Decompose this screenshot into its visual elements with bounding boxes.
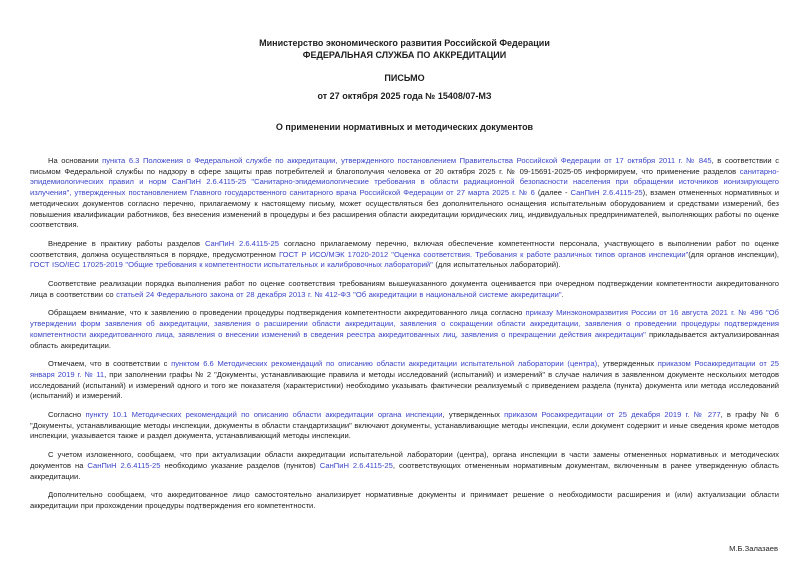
paragraph-text: необходимо указание разделов (пунктов) [160, 460, 320, 470]
paragraph-text: Соответствие реализации порядка выполнения работ по оценке соответствия требованиям вышеуказанного документа оценивается при очередном подтверждении компетентности аккредитованного лица в соответствии со [30, 279, 779, 299]
paragraph [30, 308, 779, 351]
document-header [30, 37, 779, 133]
signatory-name: М.Б.Залазаев [729, 543, 778, 553]
paragraph-text: , утвержденных [597, 359, 658, 369]
paragraph-text: (для испытательных лабораторий). [432, 260, 561, 270]
paragraph-text: (для органов инспекции), [688, 249, 780, 259]
paragraph-text: . [561, 289, 564, 299]
service-name: ФЕДЕРАЛЬНАЯ СЛУЖБА ПО АККРЕДИТАЦИИ [302, 50, 507, 60]
paragraph [30, 279, 779, 300]
paragraph-text: , в графу № 6 "Документы, устанавливающие методы инспекции, документы в области стандартизации" включают документы, устанавливающие методы инспекции, если документ содержит и иные сведения кроме методов инспекции, указывается также и раздел документа, устанавливающий методы инспекции. [30, 410, 779, 441]
paragraph-text: (далее - [534, 188, 571, 198]
paragraph [30, 490, 779, 511]
paragraph-text: Согласно [48, 410, 86, 420]
paragraph [30, 410, 779, 442]
ministry-name: Министерство экономического развития Российской Федерации [259, 38, 550, 48]
paragraph-text: согласно прилагаемому перечню, включая обеспечение компетентности персонала, участвующего в выполнении работ по оценке соответствия, должна осуществляться в порядке, предусмотренном [30, 238, 779, 259]
document-link[interactable]: пункта 6.3 Положения о Федеральной службе по аккредитации, утвержденного постановлением Правительства Российской Федерации от 17 октября 2011 г. № 845 [102, 156, 712, 165]
document-link[interactable]: СанПиН 2.6.4115-25 [87, 460, 161, 470]
document-link[interactable]: СанПиН 2.6.4115-25 [319, 460, 393, 470]
paragraph-text: Отмечаем, что в соответствии с [48, 359, 172, 369]
document-link[interactable]: СанПиН 2.6.4115-25 [204, 238, 279, 248]
document-date-number: от 27 октября 2025 года № 15408/07-МЗ [317, 91, 492, 101]
paragraph-text: , в соответствии с письмом Федеральной службы по надзору в сфере защиты прав потребителей и благополучия человека от 20 октября 2025 г. № 09-15691-2025-05 информируем, что применение разделов [30, 156, 779, 176]
document-link[interactable]: статьей 24 Федерального закона от 28 декабря 2013 г. № 412-ФЗ "Об аккредитации в национальной системе аккредитации" [116, 289, 562, 299]
document-link[interactable]: пункту 10.1 Методических рекомендаций по описанию области аккредитации органа инспекции [85, 410, 443, 420]
paragraph [30, 450, 779, 482]
document-paragraphs [30, 156, 779, 512]
paragraph-text: , при заполнении графы № 2 "Документы, устанавливающие правила и методы исследований (испытаний) и измерений" в случае наличия в заявленном документе нескольких методов исследований (испытаний) и измерений одного и того же показателя (характеристики) необходимо указывать фактически реализуемый с приведением раздела (пункта) документа или метода исследований (испытаний) и измерений. [30, 369, 780, 401]
document-link[interactable]: ГОСТ Р ИСО/МЭК 17020-2012 "Оценка соответствия. Требования к работе различных типов органов инспекции" [278, 249, 689, 259]
paragraph-text: Обращаем внимание, что к заявлению о проведении процедуры подтверждения компетентности аккредитованного лица согласно [48, 308, 526, 318]
document-type: ПИСЬМО [384, 73, 425, 83]
paragraph-text: , утвержденных [442, 410, 505, 420]
paragraph-text: На основании [48, 156, 103, 165]
paragraph [30, 156, 779, 231]
paragraph-text: С учетом изложенного, сообщаем, что при актуализации области аккредитации испытательной лаборатории (центра), органа инспекции в части замены отмененных нормативных и методических документов на [30, 450, 779, 470]
paragraph [30, 239, 779, 271]
document-link[interactable]: СанПиН 2.6.4115-25 [570, 188, 643, 198]
document-link[interactable]: ГОСТ ISO/IEC 17025-2019 "Общие требования к компетентности испытательных и калибровочных лабораторий" [30, 260, 433, 270]
document-link[interactable]: пунктом 6.6 Методических рекомендаций по описанию области аккредитации испытательной лаборатории (центра) [171, 359, 598, 369]
paragraph [30, 359, 779, 402]
document-subject: О применении нормативных и методических документов [275, 122, 534, 132]
document-link[interactable]: приказом Росаккредитации от 25 января 2019 г. № 11 [30, 359, 779, 379]
paragraph-text: , соответствующих отмененным нормативным документам, включенным в ранее утвержденную область аккредитации. [30, 460, 780, 481]
paragraph-text: прикладывается актуализированная область аккредитации. [30, 329, 779, 350]
document-link[interactable]: приказом Росаккредитации от 25 декабря 2019 г. № 277 [504, 410, 721, 420]
document-link[interactable]: приказу Минэкономразвития России от 16 августа 2021 г. № 496 "Об утверждении форм заявления об аккредитации, заявления о расширении области аккредитации, заявления о сокращении области аккредитации, заявления о проведении процедуры подтверждения компетентности аккредитованного лица, заявления о внесении изменений в сведения реестра аккредитованных лиц, заявления о прекращении действия аккредитации" [30, 308, 779, 339]
paragraph-text: Дополнительно сообщаем, что аккредитованное лицо самостоятельно анализирует нормативные документы и принимает решение о необходимости расширения и (или) актуализации области аккредитации при прохождении процедуры подтверждения его компетентности. [30, 490, 779, 510]
paragraph-text: ), взамен отмененных нормативных и методических документов согласно перечню, прилагаемому к настоящему письму, может осуществляться без дополнительного оснащения испытательным оборудованием и средствами измерений, без повышения квалификации работников, без внесения изменений в процедуры и без расширения области аккредитации юридических лиц, индивидуальных предпринимателей, выполняющих работы по оценке соответствия. [30, 188, 779, 230]
document-link[interactable]: санитарно-эпидемиологических правил и норм СанПиН 2.6.4115-25 "Санитарно-эпидемиологические требования в области радиационной безопасности населения при обращении источников ионизирующего излучения", утвержденных постановлением Главного государственного санитарного врача Российской Федерации от 27 марта 2025 г. № 6 [30, 166, 779, 198]
paragraph-text: Внедрение в практику работы разделов [48, 238, 205, 248]
